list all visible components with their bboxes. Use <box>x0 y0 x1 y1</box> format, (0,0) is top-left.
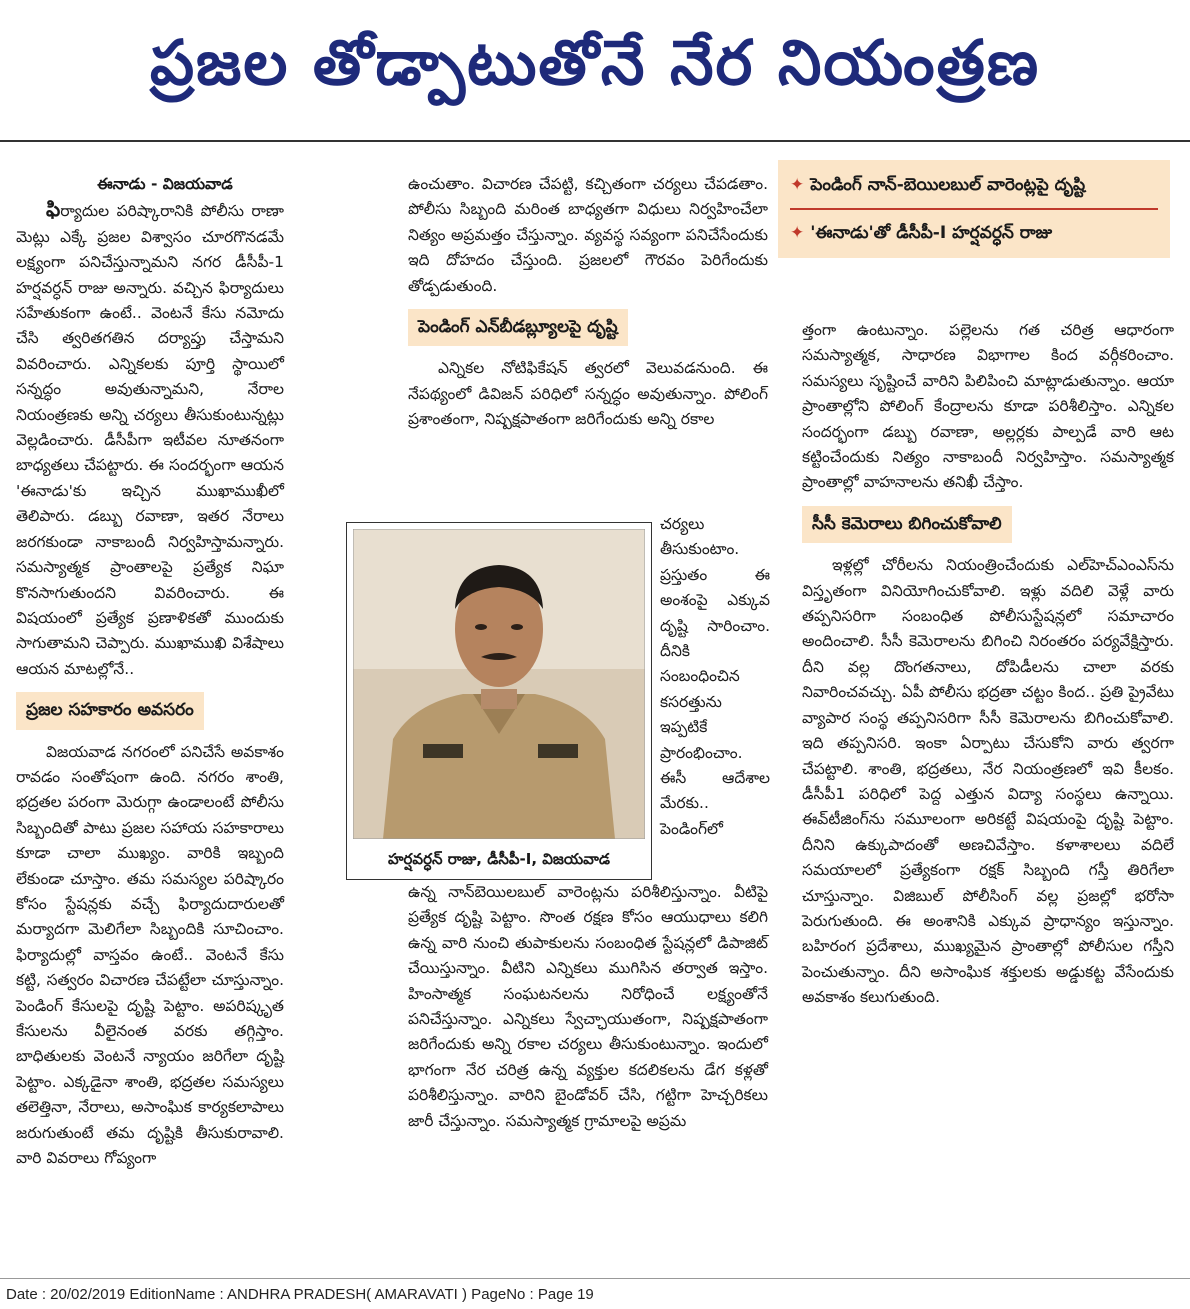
drop-cap: ఫి <box>46 197 61 222</box>
highlights-box <box>778 160 1170 258</box>
subhead-pending-nbw: పెండింగ్ ఎన్‌బీడబ్ల్యూలపై దృష్టి <box>408 309 628 346</box>
footer-rule <box>0 1278 1190 1279</box>
column-2-bottom: ఉన్న నాన్‌బెయిలబుల్ వారెంట్లను పరిశీలిస్తున్నాం. వీటిపై ప్రత్యేక దృష్టి పెట్టాం. సొంత రక్షణ కోసం ఆయుధాలు కలిగి ఉన్న వారి నుంచి తుపాకులను సంబంధిత స్టేషన్లలో డిపాజిట్ చేయిస్తున్నాం. వీటిని ఎన్నికలు ముగిసిన తర్వాత ఇస్తాం. హింసాత్మక సంఘటనలను నిరోధించే లక్ష్యంతోనే పనిచేస్తున్నాం. ఎన్నికలు స్వేచ్ఛాయుతంగా, నిష్పక్షపాతంగా జరిగేందుకు అన్ని రకాల చర్యలు తీసుకుంటున్నాం. ఇందులో భాగంగా నేర చరిత్ర ఉన్న వ్యక్తుల కదలికలను డేగ కళ్లతో పరిశీలిస్తున్నాం. వారిని బైండోవర్ చేసి, గట్టిగా హెచ్చరికలు జారీ చేస్తున్నాం. సమస్యాత్మక గ్రామాలపై అప్రమ <box>408 883 768 1130</box>
photo-caption: హర్షవర్ధన్ రాజు, డీసీపీ-I, విజయవాడ <box>388 850 610 868</box>
column-2 <box>408 172 768 433</box>
col2-body: ఎన్నికల నోటిఫికేషన్ త్వరలో వెలువడనుంది. ఈ నేపథ్యంలో డివిజన్ పరిధిలో సన్నద్ధం అవుతున్నాం. పోలింగ్ ప్రశాంతంగా, నిష్పక్షపాతంగా జరిగేందుకు అన్ని రకాల <box>408 359 768 429</box>
headline: ప్రజల తోడ్పాటుతోనే నేర నియంత్రణ <box>149 26 1041 99</box>
officer-photo <box>353 529 645 839</box>
highlight-1: ✦ పెండింగ్ నాన్-బెయిలబుల్ వారెంట్లపై దృష్టి <box>790 175 1086 195</box>
photo-box <box>346 522 652 880</box>
subhead-public-cooperation: ప్రజల సహకారం అవసరం <box>16 692 204 729</box>
star-icon: ✦ <box>790 223 805 243</box>
headline-rule <box>0 140 1190 142</box>
footer-info: Date : 20/02/2019 EditionName : ANDHRA PRADESH( AMARAVATI ) PageNo : Page 19 <box>6 1286 594 1303</box>
col3-body: ఇళ్లల్లో చోరీలను నియంత్రించేందుకు ఎల్‌హెచ్‌ఎంఎస్‌ను విస్తృతంగా వినియోగించుకోవాలి. ఇళ్లు వదిలి వెళ్లే వారు తప్పనిసరిగా సంబంధిత పోలీసుస్టేషన్లలో సమాచారం అందించాలి. సీసీ కెమెరాలను బిగించి నిరంతరం పర్యవేక్షిస్తారు. దీని వల్ల దొంగతనాలు, దోపిడీలను చాలా వరకు నివారించవచ్చు. ఏపీ పోలీసు భద్రతా చట్టం కింద.. ప్రతి ప్రైవేటు వ్యాపార సంస్థ తప్పనిసరిగా సీసీ కెమెరాలను బిగించుకోవాలి. ఇది తప్పనిసరి. ఇంకా ఏర్పాటు చేసుకోని వారు త్వరగా చేపట్టాలి. శాంతి, భద్రతలు, నేర నియంత్రణలో ఇవి కీలకం. డీసీపీ1 పరిధిలో పెద్ద ఎత్తున విద్యా సంస్థలు ఉన్నాయి. ఈవ్‌టీజింగ్‌ను సమూలంగా అరికట్టే విషయంపై దృష్టి పెట్టాం. దీనిని ఉక్కుపాదంతో అణచివేస్తాం. కళాశాలలు వదిలే సమయాలలో ప్రత్యేకంగా రక్షక్ సిబ్బంది గస్తీ తిరిగేలా చూస్తున్నాం. విజిబుల్ పోలీసింగ్ వల్ల ప్రజల్లో భరోసా పెరుగుతుంది. ఈ అంశానికి ఎక్కువ ప్రాధాన్యం ఇస్తున్నాం. బహిరంగ ప్రదేశాలు, ముఖ్యమైన ప్రాంతాల్లో పోలీసుల గస్తీని పెంచుతున్నాం. దీని అసాంఘిక శక్తులకు అడ్డుకట్ట వేసేందుకు అవకాశం కలుగుతుంది. <box>802 556 1174 1007</box>
dateline: ఈనాడు - విజయవాడ <box>97 175 233 193</box>
col1-body: విజయవాడ నగరంలో పనిచేసే అవకాశం రావడం సంతోషంగా ఉంది. నగరం శాంతి, భద్రతల పరంగా మెరుగ్గా ఉండాలంటే పోలీసు సిబ్బందితో పాటు ప్రజల సహాయ సహకారాలు కూడా చాలా ముఖ్యం. వారికి ఇబ్బంది లేకుండా చూస్తాం. తమ సమస్యల పరిష్కారం కోసం స్టేషన్లకు వచ్చే ఫిర్యాదుదారులతో మర్యాదగా మెలిగేలా సిబ్బందికి సూచించాం. ఫిర్యాదుల్లో వాస్తవం ఉంటే.. వెంటనే కేసు కట్టి, సత్వరం విచారణ చేపట్టేలా చూస్తున్నాం. పెండింగ్ కేసులపై దృష్టి పెట్టాం. అపరిష్కృత కేసులను వీలైనంత వరకు తగ్గిస్తాం. బాధితులకు వెంటనే న్యాయం జరిగేలా దృష్టి పెట్టాం. ఎక్కడైనా శాంతి, భద్రతల సమస్యలు తలెత్తినా, నేరాలు, అసాంఘిక కార్యకలాపాలు జరుగుతుంటే తమ దృష్టికి తీసుకురావాలి. వారి వివరాలు గోప్యంగా <box>16 742 284 1168</box>
subhead-cc-cameras: సీసీ కెమెరాలు బిగించుకోవాలి <box>802 506 1012 543</box>
intro-paragraph <box>16 197 284 682</box>
column-2-narrow: చర్యలు తీసుకుంటాం. ప్రస్తుతం ఈ అంశంపై ఎక్కువ దృష్టి సారించాం. దీనికి సంబంధించిన కసరత్తును ఇప్పటికే ప్రారంభించాం. ఈసీ ఆదేశాల మేరకు.. పెండింగ్‌లో <box>660 515 770 838</box>
star-icon: ✦ <box>790 175 805 195</box>
col3-top: త్తంగా ఉంటున్నాం. పల్లెలను గత చరిత్ర ఆధారంగా సమస్యాత్మక, సాధారణ విభాగాల కింద వర్గీకరించాం. సమస్యలు సృష్టించే వారిని పిలిపించి మాట్లాడుతున్నాం. ఆయా ప్రాంతాల్లోని పోలింగ్ కేంద్రాలను కూడా పరిశీలిస్తాం. ఎన్నికల సందర్భంగా డబ్బు రవాణా, అల్లర్లకు పాల్పడే వారి ఆట కట్టించేందుకు నిత్యం నాకాబందీ నిర్వహిస్తాం. సమస్యాత్మక ప్రాంతాల్లో వాహనాలను తనిఖీ చేస్తాం. <box>802 321 1174 492</box>
highlight-divider <box>790 208 1158 210</box>
col2-top: ఉంచుతాం. విచారణ చేపట్టి, కచ్చితంగా చర్యలు చేపడతాం. పోలీసు సిబ్బంది మరింత బాధ్యతగా విధులు నిర్వహించేలా నిత్యం అప్రమత్తం చేస్తున్నాం. వ్యవస్థ సవ్యంగా పనిచేసేందుకు ఇది దోహదం చేస్తుంది. ప్రజలలో గౌరవం పెరిగేందుకు తోడ్పడుతుంది. <box>408 175 768 295</box>
intro-text: ర్యాదుల పరిష్కారానికి పోలీసు రాణా మెట్లు ఎక్కే ప్రజల విశ్వాసం చూరగొనడమే లక్ష్యంగా పనిచేస్తున్నామని నగర డీసీపీ-1 హర్షవర్ధన్ రాజు అన్నారు. వచ్చిన ఫిర్యాదులు సహేతుకంగా ఉంటే.. వెంటనే కేసు నమోదు చేసి త్వరితగతిన దర్యాప్తు చేస్తామని వివరించారు. ఎన్నికలకు పూర్తి స్థాయిలో సన్నద్ధం అవుతున్నామని, నేరాల నియంత్రణకు అన్ని చర్యలు తీసుకుంటున్నట్లు వెల్లడించారు. డీసీపీగా ఇటీవల నూతనంగా బాధ్యతలు చేపట్టారు. ఈ సందర్భంగా ఆయన 'ఈనాడు'కు ఇచ్చిన ముఖాముఖీలో తెలిపారు. డబ్బు రవాణా, ఇతర నేరాలు జరగకుండా నాకాబందీ నిర్వహిస్తామన్నారు. సమస్యాత్మక ప్రాంతాలపై ప్రత్యేక నిఘా కొనసాగుతుందని వివరించారు. ఈ విషయంలో ప్రత్యేక ప్రణాళికతో ముందుకు సాగుతామని చెప్పారు. ముఖాముఖి విశేషాలు ఆయన మాటల్లోనే.. <box>16 202 284 678</box>
column-3 <box>802 318 1174 1011</box>
highlight-2: ✦ 'ఈనాడు'తో డీసీపీ-I హర్షవర్ధన్ రాజు <box>790 223 1053 243</box>
column-1 <box>16 172 284 1171</box>
